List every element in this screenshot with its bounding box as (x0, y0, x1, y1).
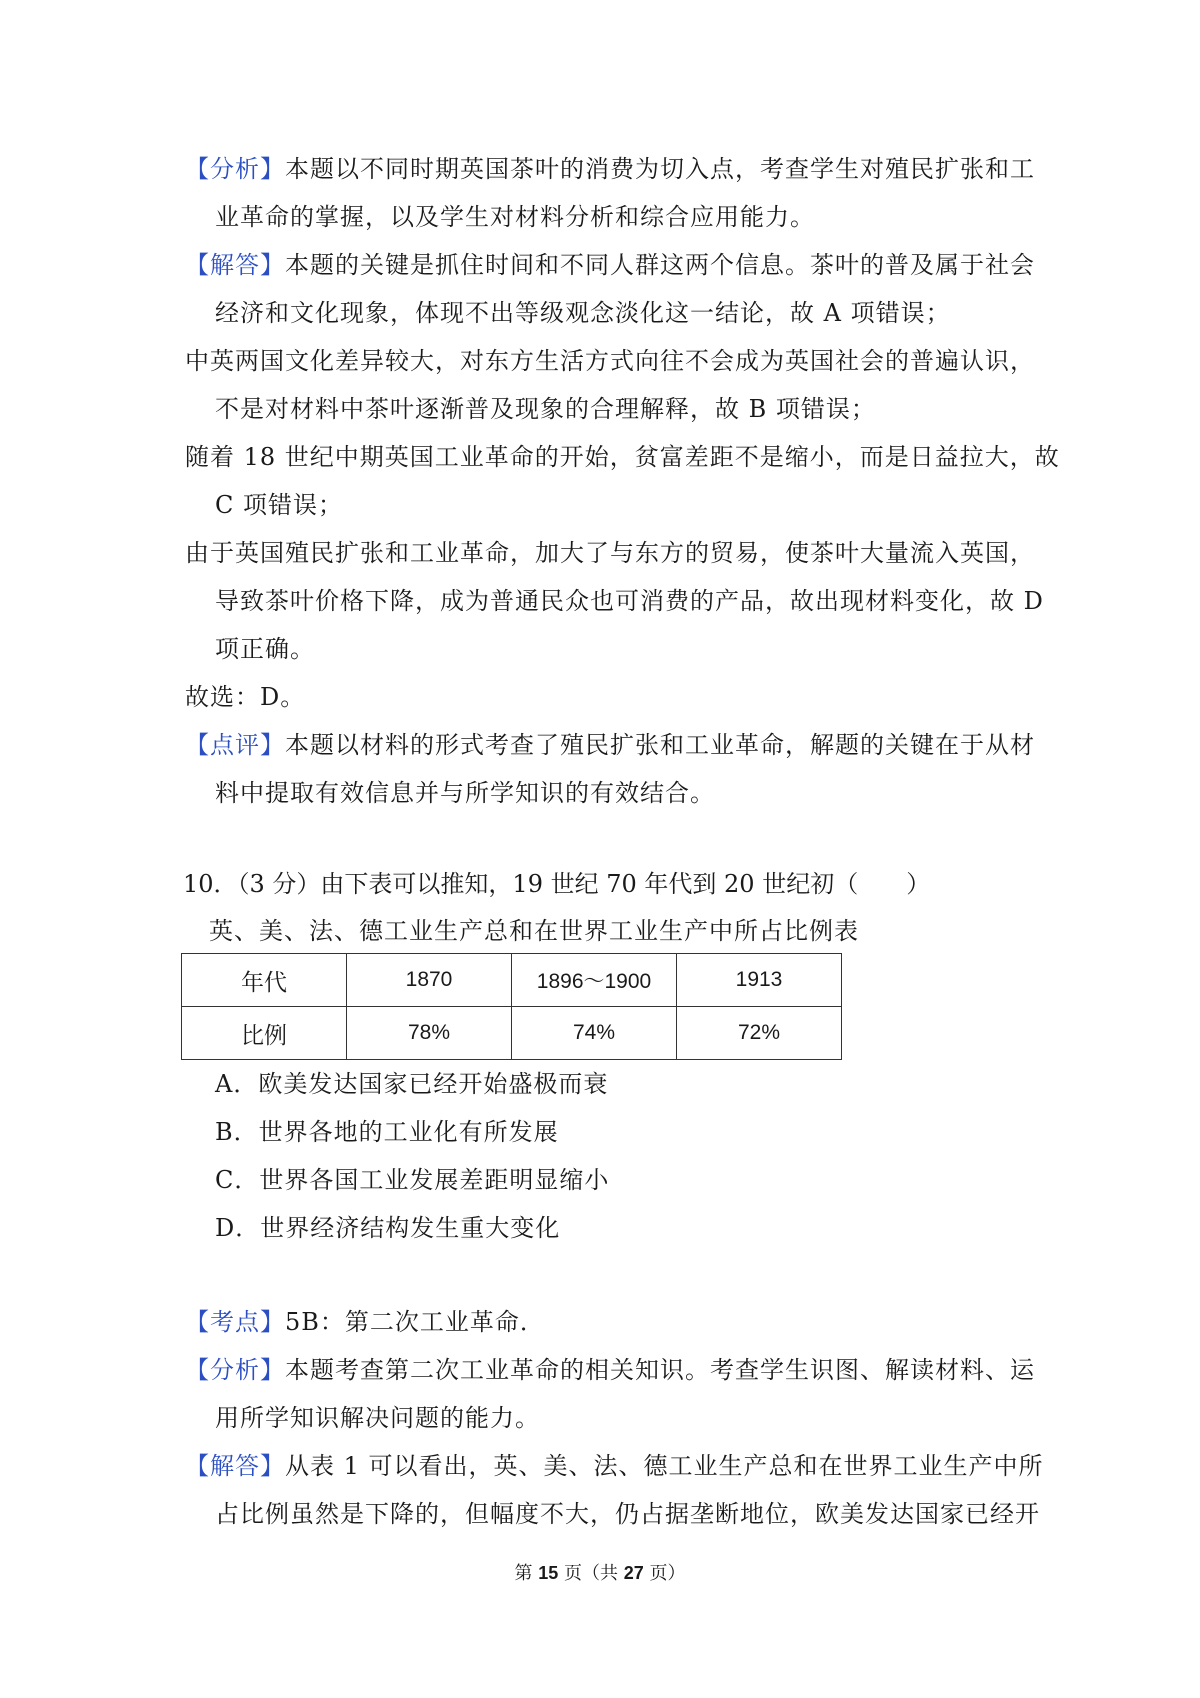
table-row (182, 954, 842, 1007)
answer-text-line: 由于英国殖民扩张和工业革命，加大了与东方的贸易，使茶叶大量流入英国， (185, 539, 1035, 567)
option-b: B．世界各地的工业化有所发展 (215, 1118, 559, 1146)
table-cell: 1870 (347, 954, 512, 1007)
comment-text-line: 料中提取有效信息并与所学知识的有效结合。 (215, 779, 715, 807)
point-tag: 【考点】 (185, 1308, 285, 1336)
analysis-tag: 【分析】 (185, 1356, 285, 1384)
analysis-tag: 【分析】 (185, 155, 285, 183)
table-title: 英、美、法、德工业生产总和在世界工业生产中所占比例表 (209, 917, 859, 945)
total-pages: 27 (623, 1563, 644, 1583)
footer-suffix: 页） (643, 1563, 686, 1584)
answer-paragraph (185, 1450, 1044, 1482)
table-cell: 比例 (182, 1007, 347, 1060)
table-row (182, 1007, 842, 1060)
answer-text-line: 随着 18 世纪中期英国工业革命的开始，贫富差距不是缩小，而是日益拉大，故 (185, 443, 1060, 471)
analysis-paragraph (185, 1354, 1035, 1386)
ratio-table (181, 953, 842, 1060)
answer-choice: 故选：D。 (185, 683, 306, 711)
table-cell: 1913 (677, 954, 842, 1007)
table-cell: 年代 (182, 954, 347, 1007)
option-a: A．欧美发达国家已经开始盛极而衰 (215, 1070, 609, 1098)
table-cell: 1896～1900 (512, 954, 677, 1007)
answer-text: 从表 1 可以看出，英、美、法、德工业生产总和在世界工业生产中所 (285, 1452, 1044, 1480)
point-paragraph (185, 1306, 545, 1338)
answer-text-line: 不是对材料中茶叶逐渐普及现象的合理解释，故 B 项错误； (215, 395, 876, 423)
analysis-text-line: 用所学知识解决问题的能力。 (215, 1404, 540, 1432)
answer-text-line: 中英两国文化差异较大，对东方生活方式向往不会成为英国社会的普遍认识， (185, 347, 1035, 375)
answer-text-line: 经济和文化现象，体现不出等级观念淡化这一结论，故 A 项错误； (215, 299, 951, 327)
footer-middle: 页（共 (558, 1563, 624, 1584)
table-cell: 74% (512, 1007, 677, 1060)
answer-text-line: 占比例虽然是下降的，但幅度不大，仍占据垄断地位，欧美发达国家已经开 (215, 1500, 1040, 1528)
answer-paragraph (185, 249, 1035, 281)
footer-prefix: 第 (514, 1563, 539, 1584)
analysis-text: 本题考查第二次工业革命的相关知识。考查学生识图、解读材料、运 (285, 1356, 1035, 1384)
question-stem: 10．（3 分）由下表可以推知，19 世纪 70 年代到 20 世纪初（ ） (183, 870, 931, 898)
comment-paragraph (185, 729, 1035, 761)
analysis-paragraph (185, 153, 1035, 185)
page-number: 15 (538, 1563, 559, 1583)
answer-text-line: C 项错误； (215, 491, 343, 519)
comment-tag: 【点评】 (185, 731, 285, 759)
answer-text: 本题的关键是抓住时间和不同人群这两个信息。茶叶的普及属于社会 (285, 251, 1035, 279)
analysis-text: 本题以不同时期英国茶叶的消费为切入点，考查学生对殖民扩张和工 (285, 155, 1035, 183)
analysis-text-line: 业革命的掌握，以及学生对材料分析和综合应用能力。 (215, 203, 815, 231)
table-cell: 72% (677, 1007, 842, 1060)
answer-tag: 【解答】 (185, 1452, 285, 1480)
table-cell: 78% (347, 1007, 512, 1060)
comment-text: 本题以材料的形式考查了殖民扩张和工业革命，解题的关键在于从材 (285, 731, 1035, 759)
option-d: D．世界经济结构发生重大变化 (215, 1214, 561, 1242)
page-footer (0, 1559, 1200, 1585)
answer-text-line: 项正确。 (215, 635, 315, 663)
answer-text-line: 导致茶叶价格下降，成为普通民众也可消费的产品，故出现材料变化，故 D (215, 587, 1044, 615)
option-c: C．世界各国工业发展差距明显缩小 (215, 1166, 610, 1194)
answer-tag: 【解答】 (185, 251, 285, 279)
point-text: 5B：第二次工业革命． (285, 1308, 545, 1336)
